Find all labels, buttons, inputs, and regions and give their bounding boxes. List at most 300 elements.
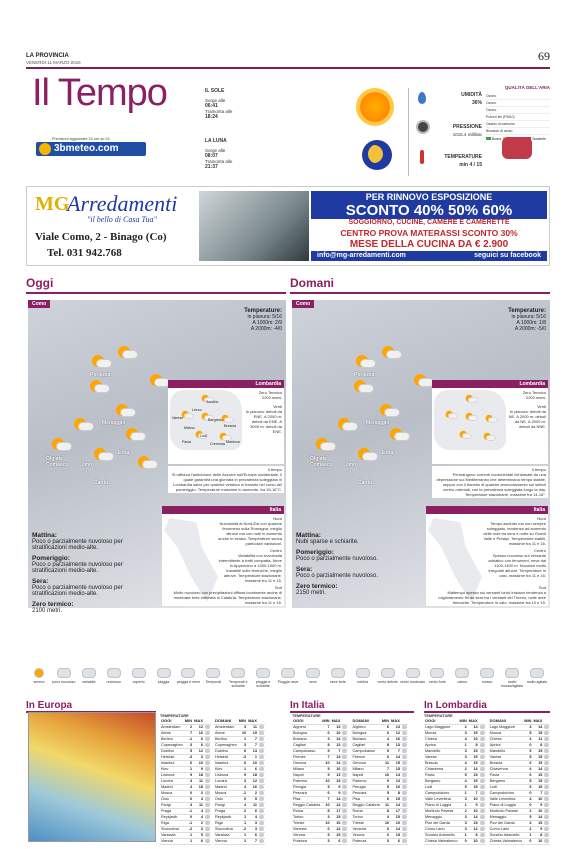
- nord-text: Tempo asciutto ma non sempre soleggiato, tendenza ad aumento delle nubi tra sera e notte su Grand Valle e Prealpi. Temperature stabili, massime tra 11 e 16.: [483, 521, 546, 546]
- air-quality-title: QUALITÀ DELL'ARIA: [504, 85, 550, 90]
- max-cell: 15: [468, 730, 479, 736]
- legend-label: Temporali: [205, 680, 222, 684]
- weather-cell: [479, 826, 486, 832]
- city-cell: Cagliari: [292, 742, 321, 748]
- max-cell: 10: [468, 736, 479, 742]
- temperature-table: [489, 718, 551, 845]
- min-cell: 10: [321, 760, 330, 766]
- max-cell: 15: [331, 832, 342, 838]
- min-column-header: MIN: [322, 718, 330, 724]
- weather-cell: [258, 736, 265, 742]
- nord-label: Nord: [537, 516, 546, 521]
- city-cell: Istanbul: [214, 760, 238, 766]
- ad-address: Viale Como, 2 - Binago (Co): [35, 231, 167, 243]
- cloud-icon: [205, 737, 210, 741]
- city-cell: Varese: [424, 754, 458, 760]
- max-cell: 10: [532, 796, 543, 802]
- air-quality-row: Ozono: [486, 107, 550, 114]
- cloud-icon: [544, 779, 549, 783]
- max-cell: 11: [193, 778, 204, 784]
- max-cell: 14: [390, 772, 401, 778]
- temperature-table: [424, 718, 486, 845]
- cloud-icon: [342, 737, 347, 741]
- weather-cell: [479, 820, 486, 826]
- brand-logo[interactable]: [36, 142, 146, 156]
- city-cell: Palermo: [292, 778, 321, 784]
- cloudy-icon: [380, 346, 402, 360]
- min-column-header: MIN: [524, 718, 532, 724]
- max-cell: 13: [331, 754, 342, 760]
- max-cell: 14: [331, 802, 342, 808]
- max-cell: 17: [390, 808, 401, 814]
- city-cell: Chiesa: [424, 736, 458, 742]
- weather-cell: [479, 802, 486, 808]
- page-title: Il Tempo: [32, 72, 167, 114]
- city-cell: Potenza: [351, 838, 380, 844]
- max-cell: 15: [390, 766, 401, 772]
- period-heading: Zero termico:: [32, 601, 74, 608]
- today-lombardy-panel: [168, 380, 284, 464]
- cloudy-icon: [90, 355, 112, 369]
- cloud-icon: [544, 791, 549, 795]
- min-cell: 1: [238, 766, 247, 772]
- pressure-block: [416, 120, 482, 144]
- city-cell: Lisbona: [214, 772, 238, 778]
- weather-cell: [204, 766, 211, 772]
- city-cell: Campobasso: [351, 748, 380, 754]
- min-cell: 9: [238, 772, 247, 778]
- cloud-icon: [480, 803, 485, 807]
- max-cell: 7: [247, 742, 258, 748]
- weather-cell: [204, 730, 211, 736]
- today-italy-info: [218, 516, 282, 583]
- city-cell: Reggio Calabria: [293, 803, 321, 807]
- cloud-icon: [402, 791, 407, 795]
- weather-cell: [543, 820, 550, 826]
- min-cell: 2: [458, 724, 467, 730]
- weather-cell: [258, 838, 265, 844]
- legend-item: [151, 668, 177, 684]
- min-cell: 10: [238, 730, 247, 736]
- max-cell: 6: [247, 832, 258, 838]
- cloud-icon: [544, 737, 549, 741]
- min-cell: 3: [238, 778, 247, 784]
- cloud-icon: [342, 779, 347, 783]
- min-cell: 5: [523, 754, 532, 760]
- max-cell: 13: [331, 742, 342, 748]
- max-cell: 10: [468, 808, 479, 814]
- advertisement-banner[interactable]: [26, 186, 550, 266]
- city-cell: Vienna: [214, 838, 238, 844]
- centro-label: Centro: [269, 548, 282, 553]
- tomorrow-lombardy-info: [506, 390, 546, 429]
- weather-cell: [543, 832, 550, 838]
- city-cell: Kiev: [214, 766, 238, 772]
- cloud-icon: [402, 821, 407, 825]
- legend-item: [474, 668, 500, 684]
- cloud-icon: [259, 767, 264, 771]
- city-cell: Mosca: [214, 790, 238, 796]
- period-heading: Mattina:: [32, 532, 57, 539]
- cloud-icon: [402, 731, 407, 735]
- europe-tables: [160, 714, 286, 845]
- cloudy-icon: [136, 456, 158, 470]
- min-cell: 7: [321, 796, 330, 802]
- min-cell: 5: [321, 766, 330, 772]
- min-cell: 8: [381, 742, 390, 748]
- cloud-icon: [205, 809, 210, 813]
- legend-weather-icon: [406, 668, 420, 678]
- weather-cell: [341, 802, 348, 808]
- weather-cell: [341, 724, 348, 730]
- weather-cell: [543, 748, 550, 754]
- cloud-icon: [544, 767, 549, 771]
- max-cell: 6: [193, 736, 204, 742]
- min-cell: 2: [238, 808, 247, 814]
- cloud-icon: [402, 785, 407, 789]
- issue-date: VENERDÌ 11 MARZO 2016: [26, 60, 81, 65]
- min-cell: 5: [184, 748, 193, 754]
- europe-heading: In Europa: [26, 700, 73, 711]
- city-cell: Lodi: [424, 784, 458, 790]
- min-cell: 1: [238, 820, 247, 826]
- min-cell: 1: [184, 766, 193, 772]
- weather-cell: [204, 778, 211, 784]
- max-cell: 13: [331, 772, 342, 778]
- cloudy-icon: [116, 346, 138, 360]
- max-cell: 3: [193, 754, 204, 760]
- wind-text: In pianura: deboli da ENE. A 2000 m: deboli da ENE. A 3000 m: deboli da ENE.: [245, 409, 282, 434]
- today-temp-line: A 1000m: 2/9: [252, 320, 282, 326]
- city-cell: Oslo: [214, 796, 238, 802]
- min-cell: 5: [381, 748, 390, 754]
- min-cell: 6: [381, 796, 390, 802]
- cloud-icon: [544, 749, 549, 753]
- weather-cell: [258, 766, 265, 772]
- weather-cell: [479, 790, 486, 796]
- cloud-icon: [259, 773, 264, 777]
- tempo-text: Permangono correnti nordorientali richiamate da una depressione sul Mediterraneo che determinano tempo stabile, seppur con il transito di qualche annuvolamento sui settori centro-orientali, con la prevalenza soleggiata lungo la day. Temperature stazionarie, massime tra 14-16°.: [436, 472, 546, 497]
- legend-label: sereno: [33, 680, 45, 684]
- cloud-icon: [259, 725, 264, 729]
- city-cell: Mortirolo Pavese: [489, 808, 523, 814]
- sunrise-time: 06:41: [205, 103, 218, 109]
- city-cell: Pescara: [351, 790, 380, 796]
- weather-cell: [341, 754, 348, 760]
- city-cell: Menaggio: [489, 814, 523, 820]
- legend-weather-icon: [455, 668, 469, 678]
- weather-cell: [543, 754, 550, 760]
- divider: [408, 88, 409, 176]
- cloud-icon: [480, 809, 485, 813]
- cloud-icon: [544, 755, 549, 759]
- city-cell: Bolzano: [292, 736, 321, 742]
- lombardy-city: Varese: [172, 416, 184, 420]
- weather-cell: [479, 766, 486, 772]
- weather-cell: [341, 796, 348, 802]
- weather-cell: [401, 748, 408, 754]
- max-cell: 14: [532, 814, 543, 820]
- legend-item: [424, 668, 450, 684]
- ad-brand-prefix: MG: [35, 193, 70, 215]
- today-temp-title: Temperature:: [244, 308, 282, 314]
- min-cell: 8: [381, 808, 390, 814]
- cloud-icon: [259, 821, 264, 825]
- city-cell: Perugia: [351, 784, 380, 790]
- min-cell: 3: [458, 748, 467, 754]
- city-cell: Chiesa Valmalenco: [425, 839, 458, 843]
- max-cell: 5: [247, 796, 258, 802]
- min-cell: 7: [184, 730, 193, 736]
- weather-cell: [543, 808, 550, 814]
- weather-cell: [204, 790, 211, 796]
- max-column-header: MAX: [391, 718, 400, 724]
- weather-cell: [341, 838, 348, 844]
- min-cell: -1: [184, 736, 193, 742]
- weather-cell: [341, 730, 348, 736]
- city-cell: Varsavia: [214, 832, 238, 838]
- cloud-icon: [402, 803, 407, 807]
- min-cell: 6: [523, 760, 532, 766]
- city-cell: Aprica: [424, 742, 458, 748]
- weather-cell: [543, 796, 550, 802]
- cloud-icon: [480, 755, 485, 759]
- max-cell: 9: [331, 784, 342, 790]
- min-cell: 1: [458, 742, 467, 748]
- city-cell: Berlino: [214, 736, 238, 742]
- city-cell: Alghero: [292, 724, 321, 730]
- max-cell: 16: [331, 766, 342, 772]
- cloud-icon: [402, 797, 407, 801]
- cloud-icon: [402, 725, 407, 729]
- min-cell: 4: [238, 784, 247, 790]
- weather-cell: [401, 736, 408, 742]
- legend-weather-icon: [181, 668, 195, 678]
- city-cell: Reykjavik: [214, 814, 238, 820]
- max-cell: 10: [532, 808, 543, 814]
- weather-cell: [204, 754, 211, 760]
- tomorrow-temps: [508, 308, 546, 332]
- legend-weather-icon: [57, 668, 71, 678]
- humidity-label: UMIDITÀ: [461, 92, 482, 98]
- weather-cell: [204, 796, 211, 802]
- today-temp-line: A 2000m: -4/0: [250, 326, 282, 332]
- max-cell: 12: [468, 826, 479, 832]
- max-cell: 10: [247, 760, 258, 766]
- weather-cell: [401, 790, 408, 796]
- cloud-icon: [342, 761, 347, 765]
- cloud-icon: [342, 809, 347, 813]
- legend-item: [325, 668, 351, 684]
- legend-weather-icon: [107, 668, 121, 678]
- table-row: [489, 838, 551, 844]
- weather-cell: [258, 760, 265, 766]
- city-cell: Roma: [292, 808, 321, 814]
- cloudy-icon: [124, 428, 146, 442]
- weather-cell: [204, 826, 211, 832]
- cloud-icon: [544, 803, 549, 807]
- weather-cell: [204, 814, 211, 820]
- legend-item: [76, 668, 102, 684]
- city-cell: Trieste: [292, 820, 321, 826]
- weather-cell: [401, 832, 408, 838]
- city-cell: Mosca: [160, 790, 184, 796]
- min-cell: 6: [184, 760, 193, 766]
- tempo-label: Il tempo: [531, 467, 546, 472]
- min-cell: 5: [321, 784, 330, 790]
- city-cell: Potenza: [292, 838, 321, 844]
- min-cell: -1: [238, 790, 247, 796]
- min-cell: -2: [238, 826, 247, 832]
- cloud-icon: [544, 833, 549, 837]
- weather-cell: [401, 778, 408, 784]
- legend-label: poco nuvoloso: [52, 680, 76, 684]
- legend-label: neve: [308, 680, 317, 684]
- weather-cell: [258, 790, 265, 796]
- cloud-icon: [480, 815, 485, 819]
- sunset-time: 18:24: [205, 114, 218, 120]
- today-temps: [244, 308, 282, 332]
- weather-cell: [401, 826, 408, 832]
- weather-cell: [479, 796, 486, 802]
- max-cell: 17: [331, 808, 342, 814]
- min-cell: 3: [458, 826, 467, 832]
- cloudy-icon: [378, 404, 400, 418]
- weather-cell: [258, 742, 265, 748]
- city-cell: Varese: [489, 754, 523, 760]
- lombardy-city: Brescia: [224, 424, 236, 428]
- barometer-icon: [416, 120, 430, 134]
- min-cell: 10: [321, 820, 330, 826]
- max-cell: 11: [247, 724, 258, 730]
- max-cell: 15: [532, 754, 543, 760]
- cloud-icon: [544, 797, 549, 801]
- city-cell: Pisa: [292, 796, 321, 802]
- cloud-icon: [544, 821, 549, 825]
- weather-cell: [401, 820, 408, 826]
- max-cell: 15: [468, 820, 479, 826]
- lombardy-city: Pavia: [182, 440, 191, 444]
- today-map-tag: Como: [28, 300, 50, 308]
- legend-item: [26, 668, 52, 684]
- weather-cell: [258, 754, 265, 760]
- city-cell: Parigi: [214, 802, 238, 808]
- cloud-icon: [342, 725, 347, 729]
- max-cell: 10: [390, 820, 401, 826]
- water-drop-icon: [418, 92, 426, 104]
- legend-item: [126, 668, 152, 684]
- max-cell: 10: [193, 730, 204, 736]
- min-cell: 11: [381, 802, 390, 808]
- weather-cell: [543, 790, 550, 796]
- weather-cell: [204, 772, 211, 778]
- legend-label: molto mosso/agitato: [500, 680, 524, 688]
- max-cell: 9: [532, 826, 543, 832]
- cloud-icon: [205, 767, 210, 771]
- max-cell: 12: [390, 730, 401, 736]
- max-cell: 15: [532, 748, 543, 754]
- air-quality-row: Polveri fini (PM10): [486, 114, 550, 121]
- city-cell: Verona: [351, 832, 380, 838]
- min-cell: 3: [321, 736, 330, 742]
- min-column-header: MIN: [381, 718, 390, 724]
- city-cell: Bergamo: [489, 778, 523, 784]
- city-label: Como: [78, 462, 93, 468]
- max-cell: 12: [193, 724, 204, 730]
- humidity-block: [416, 92, 482, 112]
- ad-email[interactable]: info@mg-arredamenti.com: [317, 252, 406, 259]
- city-cell: Bolzano: [351, 736, 380, 742]
- city-cell: Pizz del Garda: [424, 820, 458, 826]
- max-cell: 11: [532, 736, 543, 742]
- city-cell: Chiesa Valmalenco: [489, 839, 523, 843]
- cloud-icon: [480, 833, 485, 837]
- weather-cell: [341, 826, 348, 832]
- city-cell: Verona: [292, 832, 321, 838]
- weather-cell: [258, 820, 265, 826]
- cloudy-icon: [314, 438, 336, 452]
- city-cell: Mortirolo Pavese: [424, 808, 458, 814]
- ad-social[interactable]: seguici su facebook: [474, 252, 541, 259]
- tomorrow-temp-line: A 2000m: -5/0: [514, 326, 546, 332]
- max-cell: 7: [331, 748, 342, 754]
- ad-brand-block: [27, 187, 197, 265]
- min-column-header: MIN: [459, 718, 467, 724]
- tempo-label: Il tempo: [267, 467, 282, 472]
- city-cell: Helsinki: [160, 754, 184, 760]
- ad-slogan: "il bello di Casa Tua": [87, 215, 157, 224]
- city-label: Porlezza: [354, 372, 375, 378]
- sud-text: Molto nuvoloso con precipitazioni diffuse localmente anche di moderata forte intensità in Calabria. Temperature stazionarie, massime tra 11 e 16.: [173, 590, 282, 605]
- legend-weather-icon: [530, 668, 544, 678]
- max-cell: 15: [390, 814, 401, 820]
- table-row: [351, 838, 407, 844]
- cloud-icon: [342, 773, 347, 777]
- cloud-icon: [480, 827, 485, 831]
- ad-line-4: CENTRO PROVA MATERASSI SCONTO 30%: [340, 228, 518, 238]
- city-cell: Amsterdam: [160, 724, 184, 730]
- temperature-block: [416, 150, 482, 174]
- lombardy-city: Lodi: [200, 434, 207, 438]
- min-cell: 3: [184, 778, 193, 784]
- max-cell: 5: [193, 832, 204, 838]
- max-cell: 7: [390, 748, 401, 754]
- legend-item: [524, 668, 550, 684]
- max-cell: 8: [468, 832, 479, 838]
- min-cell: 4: [523, 736, 532, 742]
- weather-cell: [258, 778, 265, 784]
- city-label: Menaggio: [102, 420, 126, 426]
- min-cell: 2: [523, 826, 532, 832]
- cloud-icon: [259, 731, 264, 735]
- temperature-table: [214, 718, 265, 845]
- cloud-icon: [342, 821, 347, 825]
- legend-weather-icon: [82, 668, 96, 678]
- city-cell: Campodolcino: [489, 790, 523, 796]
- moonset-label: Tramonta alle: [205, 159, 233, 164]
- min-cell: 8: [321, 808, 330, 814]
- sud-label: Sud: [274, 585, 282, 590]
- weather-cell: [479, 772, 486, 778]
- min-cell: 4: [238, 802, 247, 808]
- cloud-icon: [259, 761, 264, 765]
- weather-cell: [401, 838, 408, 844]
- min-cell: 6: [381, 832, 390, 838]
- cloud-icon: [259, 797, 264, 801]
- min-cell: 3: [321, 838, 330, 844]
- legend-weather-icon: [132, 668, 146, 678]
- zero-label: Zero Termico: [258, 390, 282, 395]
